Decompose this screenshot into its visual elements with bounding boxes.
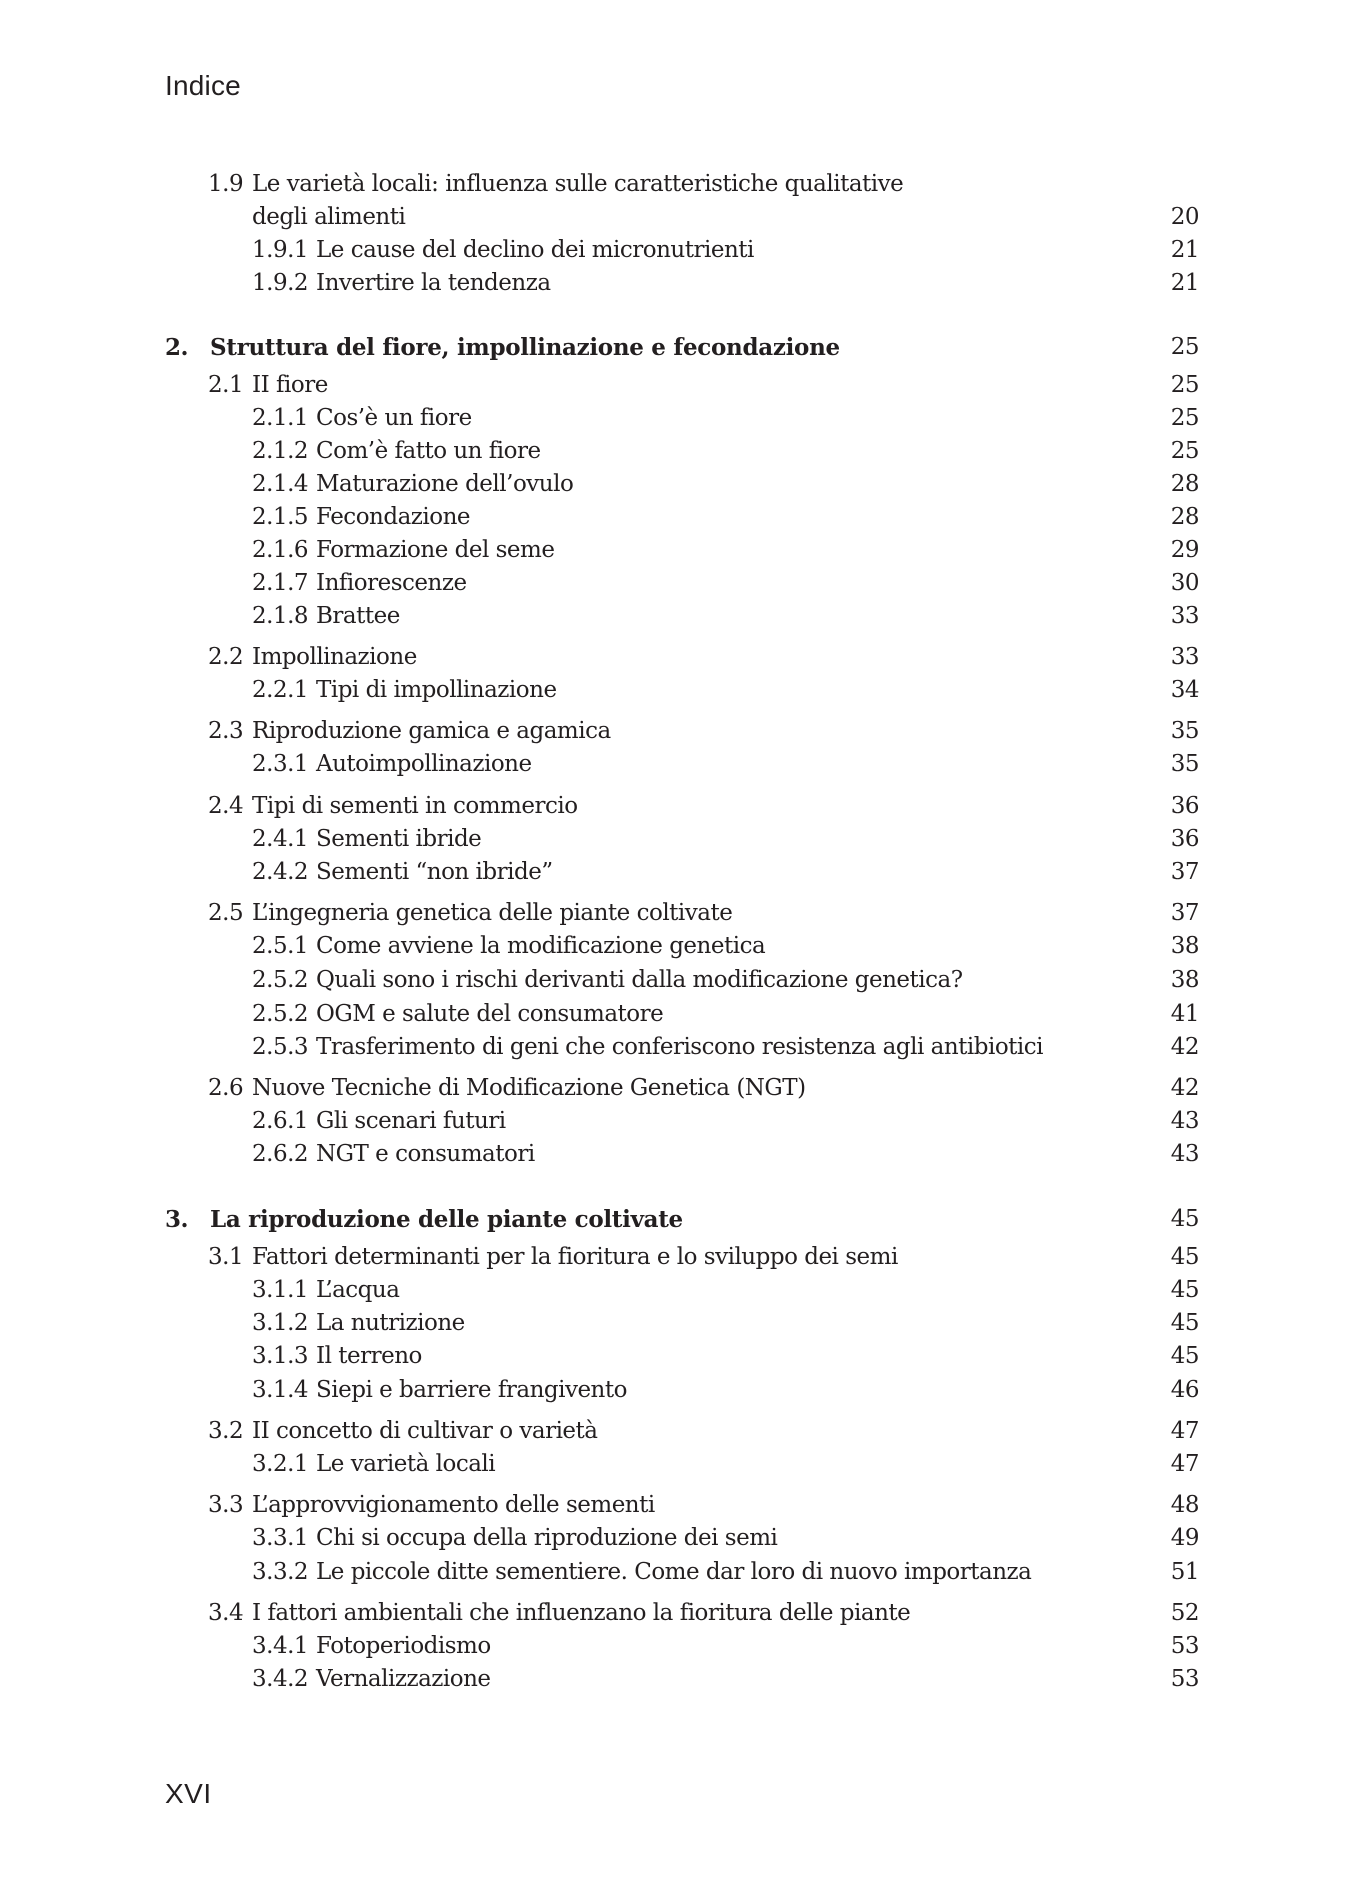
toc-entry-title: OGM e salute del consumatore	[316, 1001, 664, 1027]
toc-entry-number: 3.1.1	[252, 1277, 309, 1303]
toc-entry-subsection[interactable]	[0, 501, 1345, 534]
toc-entry-page: 33	[1170, 603, 1199, 629]
toc-entry-title: Infiorescenze	[316, 570, 467, 596]
toc-entry-subsection[interactable]	[0, 468, 1345, 501]
toc-entry-title: Maturazione dell’ovulo	[316, 471, 574, 497]
toc-entry-page: 35	[1170, 751, 1199, 777]
toc-entry-page: 41	[1170, 1001, 1199, 1027]
toc-entry-title: NGT e consumatori	[316, 1141, 535, 1167]
toc-entry-subsection[interactable]	[0, 1307, 1345, 1340]
toc-entry-continuation[interactable]	[0, 201, 1345, 234]
toc-entry-subsection[interactable]	[0, 435, 1345, 468]
toc-entry-page: 47	[1170, 1418, 1199, 1444]
toc-entry-subsection[interactable]	[0, 998, 1345, 1031]
toc-entry-page: 30	[1170, 570, 1199, 596]
toc-entry-page: 45	[1170, 1343, 1199, 1369]
toc-entry-page: 34	[1170, 677, 1199, 703]
toc-entry-title: Fotoperiodismo	[316, 1633, 491, 1659]
toc-entry-number: 3.3.1	[252, 1525, 309, 1551]
toc-entry-title: L’acqua	[316, 1277, 400, 1303]
toc-entry-number: 2.4.1	[252, 826, 309, 852]
toc-entry-page: 38	[1170, 933, 1199, 959]
toc-entry-section[interactable]	[0, 641, 1345, 674]
toc-entry-number: 3.1.3	[252, 1343, 309, 1369]
toc-entry-page: 45	[1170, 1310, 1199, 1336]
toc-entry-number: 3.4.2	[252, 1666, 309, 1692]
toc-entry-section[interactable]	[0, 790, 1345, 823]
toc-entry-title: Come avviene la modificazione genetica	[316, 933, 766, 959]
toc-entry-page: 52	[1170, 1600, 1199, 1626]
toc-entry-title: Invertire la tendenza	[316, 270, 551, 296]
toc-entry-subsection[interactable]	[0, 1663, 1345, 1696]
toc-entry-subsection[interactable]	[0, 234, 1345, 267]
toc-entry-subsection[interactable]	[0, 1448, 1345, 1481]
toc-entry-title: Le cause del declino dei micronutrienti	[316, 237, 754, 263]
toc-entry-title: Quali sono i rischi derivanti dalla modificazione genetica?	[316, 967, 963, 993]
toc-entry-title: Com’è fatto un fiore	[316, 438, 541, 464]
toc-entry-page: 45	[1170, 1244, 1199, 1270]
toc-entry-title: Le piccole ditte sementiere. Come dar loro di nuovo importanza	[316, 1559, 1032, 1585]
toc-entry-number: 2.4	[208, 793, 244, 819]
toc-entry-title: Gli scenari futuri	[316, 1108, 506, 1134]
toc-entry-page: 48	[1170, 1492, 1199, 1518]
toc-entry-title: L’approvvigionamento delle sementi	[252, 1492, 655, 1518]
toc-entry-page: 29	[1170, 537, 1199, 563]
toc-entry-number: 2.1.2	[252, 438, 309, 464]
toc-entry-number: 2.5.1	[252, 933, 309, 959]
toc-entry-page: 25	[1170, 372, 1199, 398]
toc-entry-section[interactable]	[0, 1241, 1345, 1274]
toc-entry-title: Fattori determinanti per la fioritura e lo sviluppo dei semi	[252, 1244, 898, 1270]
toc-entry-number: 2.5.3	[252, 1034, 309, 1060]
running-head: Indice	[165, 70, 241, 101]
toc-entry-section[interactable]	[0, 715, 1345, 748]
toc-entry-page: 45	[1170, 1206, 1199, 1232]
toc-entry-subsection[interactable]	[0, 1522, 1345, 1555]
toc-entry-number: 2.2	[208, 644, 244, 670]
toc-entry-section[interactable]	[0, 1072, 1345, 1105]
toc-entry-number: 3.3	[208, 1492, 244, 1518]
toc-entry-page: 25	[1170, 438, 1199, 464]
toc-entry-number: 3.1.2	[252, 1310, 309, 1336]
toc-entry-page: 37	[1170, 859, 1199, 885]
toc-entry-number: 3.1.4	[252, 1377, 309, 1403]
toc-entry-number: 1.9	[208, 171, 244, 197]
toc-entry-title: La nutrizione	[316, 1310, 465, 1336]
toc-entry-title: Siepi e barriere frangivento	[316, 1377, 627, 1403]
toc-entry-number: 2.2.1	[252, 677, 309, 703]
toc-entry-title: Riproduzione gamica e agamica	[252, 718, 611, 744]
toc-entry-title: L’ingegneria genetica delle piante coltivate	[252, 900, 733, 926]
toc-entry-section[interactable]	[0, 1489, 1345, 1522]
toc-entry-page: 21	[1170, 270, 1199, 296]
toc-entry-title: degli alimenti	[252, 204, 406, 230]
toc-entry-number: 3.2	[208, 1418, 244, 1444]
toc-entry-number: 2.4.2	[252, 859, 309, 885]
toc-entry-title: Impollinazione	[252, 644, 417, 670]
toc-entry-title: Cos’è un fiore	[316, 405, 472, 431]
toc-entry-subsection[interactable]	[0, 1031, 1345, 1064]
toc-entry-section[interactable]	[0, 897, 1345, 930]
toc-entry-number: 2.5	[208, 900, 244, 926]
toc-entry-title: Nuove Tecniche di Modificazione Genetica (NGT)	[252, 1075, 806, 1101]
toc-entry-title: Fecondazione	[316, 504, 471, 530]
toc-entry-page: 37	[1170, 900, 1199, 926]
toc-entry-page: 53	[1170, 1666, 1199, 1692]
toc-entry-title: Le varietà locali	[316, 1451, 496, 1477]
toc-entry-section[interactable]	[0, 168, 1345, 201]
toc-entry-page: 46	[1170, 1377, 1199, 1403]
toc-entry-page: 25	[1170, 334, 1199, 360]
toc-entry-number: 2.1	[208, 372, 244, 398]
toc-entry-section[interactable]	[0, 369, 1345, 402]
toc-entry-subsection[interactable]	[0, 1105, 1345, 1138]
toc-entry-title: Sementi “non ibride”	[316, 859, 553, 885]
toc-entry-page: 43	[1170, 1108, 1199, 1134]
toc-entry-page: 25	[1170, 405, 1199, 431]
toc-entry-title: II fiore	[252, 372, 328, 398]
toc-entry-title: Tipi di impollinazione	[316, 677, 557, 703]
toc-entry-subsection[interactable]	[0, 567, 1345, 600]
toc-entry-subsection[interactable]	[0, 964, 1345, 997]
toc-entry-number: 3.3.2	[252, 1559, 309, 1585]
toc-entry-subsection[interactable]	[0, 534, 1345, 567]
toc-entry-subsection[interactable]	[0, 1274, 1345, 1307]
toc-entry-page: 47	[1170, 1451, 1199, 1477]
toc-entry-subsection[interactable]	[0, 930, 1345, 963]
toc-entry-page: 35	[1170, 718, 1199, 744]
toc-entry-page: 43	[1170, 1141, 1199, 1167]
toc-entry-title: Tipi di sementi in commercio	[252, 793, 578, 819]
toc-entry-page: 36	[1170, 826, 1199, 852]
toc-entry-title: Le varietà locali: influenza sulle caratteristiche qualitative	[252, 171, 904, 197]
toc-entry-subsection[interactable]	[0, 600, 1345, 633]
toc-entry-number: 2.3.1	[252, 751, 309, 777]
toc-entry-number: 2.1.1	[252, 405, 309, 431]
toc-entry-number: 2.3	[208, 718, 244, 744]
page-number: XVI	[165, 1778, 212, 1809]
toc-entry-page: 28	[1170, 471, 1199, 497]
toc-entry-page: 36	[1170, 793, 1199, 819]
toc-entry-subsection[interactable]	[0, 1138, 1345, 1171]
toc-entry-subsection[interactable]	[0, 1340, 1345, 1373]
toc-entry-page: 21	[1170, 237, 1199, 263]
toc-entry-number: 3.1	[208, 1244, 244, 1270]
toc-entry-number: 2.1.5	[252, 504, 309, 530]
toc-entry-subsection[interactable]	[0, 267, 1345, 300]
toc-entry-page: 45	[1170, 1277, 1199, 1303]
toc-entry-number: 2.1.6	[252, 537, 309, 563]
toc-entry-title: La riproduzione delle piante coltivate	[210, 1206, 683, 1233]
toc-entry-number: 2.1.4	[252, 471, 309, 497]
toc-entry-title: Sementi ibride	[316, 826, 482, 852]
toc-entry-number: 2.5.2	[252, 967, 309, 993]
toc-entry-title: Chi si occupa della riproduzione dei semi	[316, 1525, 778, 1551]
toc-entry-title: Trasferimento di geni che conferiscono resistenza agli antibiotici	[316, 1034, 1044, 1060]
toc-entry-subsection[interactable]	[0, 1374, 1345, 1407]
toc-entry-title: Il terreno	[316, 1343, 422, 1369]
toc-entry-number: 1.9.2	[252, 270, 309, 296]
toc-entry-section[interactable]	[0, 1597, 1345, 1630]
toc-entry-page: 28	[1170, 504, 1199, 530]
toc-entry-title: Vernalizzazione	[316, 1666, 491, 1692]
toc-entry-number: 2.	[165, 334, 189, 361]
toc-entry-subsection[interactable]	[0, 402, 1345, 435]
toc-entry-section[interactable]	[0, 1415, 1345, 1448]
toc-entry-title: I fattori ambientali che influenzano la fioritura delle piante	[252, 1600, 911, 1626]
toc-entry-number: 2.6	[208, 1075, 244, 1101]
toc-entry-title: Autoimpollinazione	[316, 751, 532, 777]
toc-entry-title: Struttura del fiore, impollinazione e fecondazione	[210, 334, 840, 361]
toc-entry-number: 2.1.8	[252, 603, 309, 629]
toc-entry-title: Formazione del seme	[316, 537, 555, 563]
toc-entry-subsection[interactable]	[0, 856, 1345, 889]
toc-entry-title: Brattee	[316, 603, 400, 629]
toc-entry-page: 42	[1170, 1075, 1199, 1101]
toc-entry-subsection[interactable]	[0, 823, 1345, 856]
toc-entry-subsection[interactable]	[0, 1556, 1345, 1589]
toc-entry-number: 2.1.7	[252, 570, 309, 596]
toc-entry-number: 3.4	[208, 1600, 244, 1626]
toc-entry-page: 53	[1170, 1633, 1199, 1659]
toc-entry-subsection[interactable]	[0, 748, 1345, 781]
toc-entry-number: 1.9.1	[252, 237, 309, 263]
toc-entry-chapter[interactable]	[0, 1203, 1345, 1236]
toc-entry-number: 2.5.2	[252, 1001, 309, 1027]
toc-entry-page: 33	[1170, 644, 1199, 670]
toc-entry-title: II concetto di cultivar o varietà	[252, 1418, 598, 1444]
toc-entry-number: 3.	[165, 1206, 189, 1233]
toc-entry-page: 51	[1170, 1559, 1199, 1585]
toc-entry-subsection[interactable]	[0, 1630, 1345, 1663]
toc-entry-number: 3.2.1	[252, 1451, 309, 1477]
toc-entry-page: 49	[1170, 1525, 1199, 1551]
toc-entry-page: 42	[1170, 1034, 1199, 1060]
toc-entry-page: 38	[1170, 967, 1199, 993]
toc-entry-number: 2.6.2	[252, 1141, 309, 1167]
toc-entry-number: 3.4.1	[252, 1633, 309, 1659]
toc-entry-number: 2.6.1	[252, 1108, 309, 1134]
toc-entry-chapter[interactable]	[0, 331, 1345, 364]
toc-entry-subsection[interactable]	[0, 674, 1345, 707]
toc-entry-page: 20	[1170, 204, 1199, 230]
